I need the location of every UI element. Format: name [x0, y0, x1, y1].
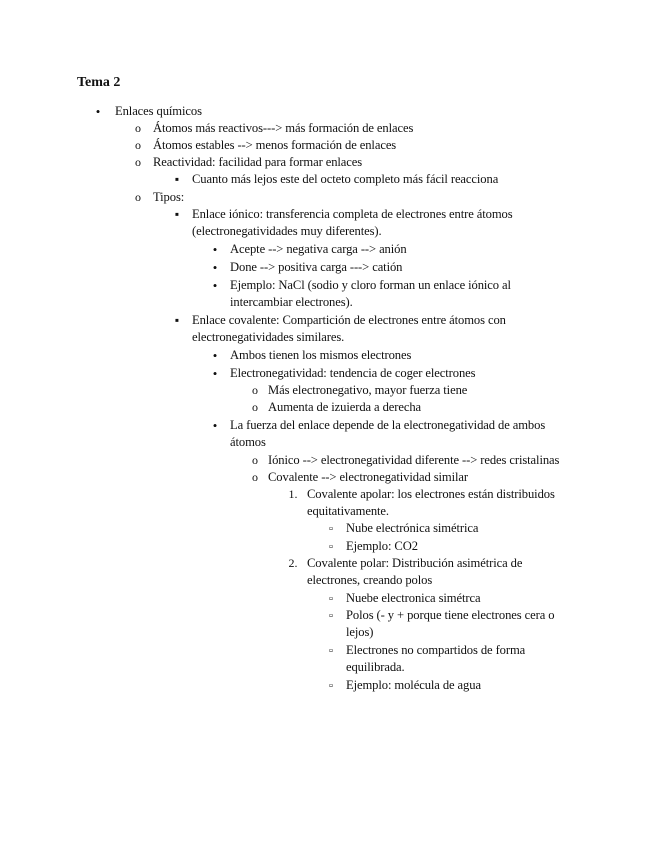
bullet-icon [210, 259, 220, 277]
list-item: Covalente apolar: los electrones están distribuidos [307, 487, 555, 501]
list-item-continuation: lejos) [346, 625, 374, 639]
list-item-continuation: equilibrada. [346, 660, 405, 674]
list-item: Polos (- y + porque tiene electrones cera o [346, 608, 555, 622]
list-item: Tipos: [153, 190, 185, 204]
circle-bullet-icon [250, 399, 260, 416]
list-item: Átomos estables --> menos formación de enlaces [153, 138, 397, 152]
circle-bullet-icon [250, 469, 260, 486]
list-item: La fuerza del enlace depende de la electronegatividad de ambos [230, 418, 546, 432]
list-item: Reactividad: facilidad para formar enlaces [153, 155, 363, 169]
bullet-icon [210, 241, 220, 259]
list-item: Acepte --> negativa carga --> anión [230, 242, 407, 256]
list-item-continuation: átomos [230, 435, 266, 449]
small-square-bullet-icon [326, 538, 336, 556]
list-item: Ejemplo: NaCl (sodio y cloro forman un enlace iónico al [230, 278, 511, 292]
circle-bullet-icon [133, 120, 143, 137]
square-bullet-icon [172, 171, 182, 188]
bullet-icon [210, 347, 220, 365]
small-square-bullet-icon [326, 642, 336, 660]
list-item: Átomos más reactivos---> más formación de enlaces [153, 121, 414, 135]
list-item: Nuebe electronica simétrca [346, 591, 481, 605]
list-item: Aumenta de izuierda a derecha [268, 400, 422, 414]
square-bullet-icon [172, 206, 182, 223]
list-item: Enlace covalente: Compartición de electrones entre átomos con [192, 313, 506, 327]
list-item: Iónico --> electronegatividad diferente --> redes cristalinas [268, 453, 560, 467]
circle-bullet-icon [133, 154, 143, 171]
list-item-continuation: intercambiar electrones). [230, 295, 353, 309]
list-item-continuation: electrones, creando polos [307, 573, 433, 587]
list-item: Cuanto más lejos este del octeto completo más fácil reacciona [192, 172, 499, 186]
list-item: Covalente --> electronegatividad similar [268, 470, 468, 484]
list-item: Electronegatividad: tendencia de coger electrones [230, 366, 476, 380]
list-number: 2. [288, 556, 298, 570]
list-item-continuation: equitativamente. [307, 504, 389, 518]
small-square-bullet-icon [326, 607, 336, 625]
bullet-icon [210, 277, 220, 295]
small-square-bullet-icon [326, 590, 336, 608]
circle-bullet-icon [250, 452, 260, 469]
circle-bullet-icon [133, 189, 143, 206]
list-item: Nube electrónica simétrica [346, 521, 479, 535]
list-item: Enlaces químicos [115, 104, 202, 118]
list-item: Done --> positiva carga ---> catión [230, 260, 403, 274]
list-item: Electrones no compartidos de forma [346, 643, 526, 657]
small-square-bullet-icon [326, 677, 336, 695]
circle-bullet-icon [133, 137, 143, 154]
bullet-icon [210, 365, 220, 383]
bullet-icon [93, 103, 103, 121]
list-item-continuation: electronegatividades similares. [192, 330, 345, 344]
list-item: Covalente polar: Distribución asimétrica de [307, 556, 523, 570]
list-number: 1. [288, 487, 298, 501]
document-title: Tema 2 [77, 75, 121, 90]
bullet-icon [210, 417, 220, 435]
list-item: Ejemplo: CO2 [346, 539, 418, 553]
list-item: Enlace iónico: transferencia completa de electrones entre átomos [192, 207, 513, 221]
list-item: Ejemplo: molécula de agua [346, 678, 481, 692]
small-square-bullet-icon [326, 520, 336, 538]
list-item: Ambos tienen los mismos electrones [230, 348, 412, 362]
list-item: Más electronegativo, mayor fuerza tiene [268, 383, 468, 397]
circle-bullet-icon [250, 382, 260, 399]
list-item-continuation: (electronegatividades muy diferentes). [192, 224, 382, 238]
square-bullet-icon [172, 312, 182, 329]
